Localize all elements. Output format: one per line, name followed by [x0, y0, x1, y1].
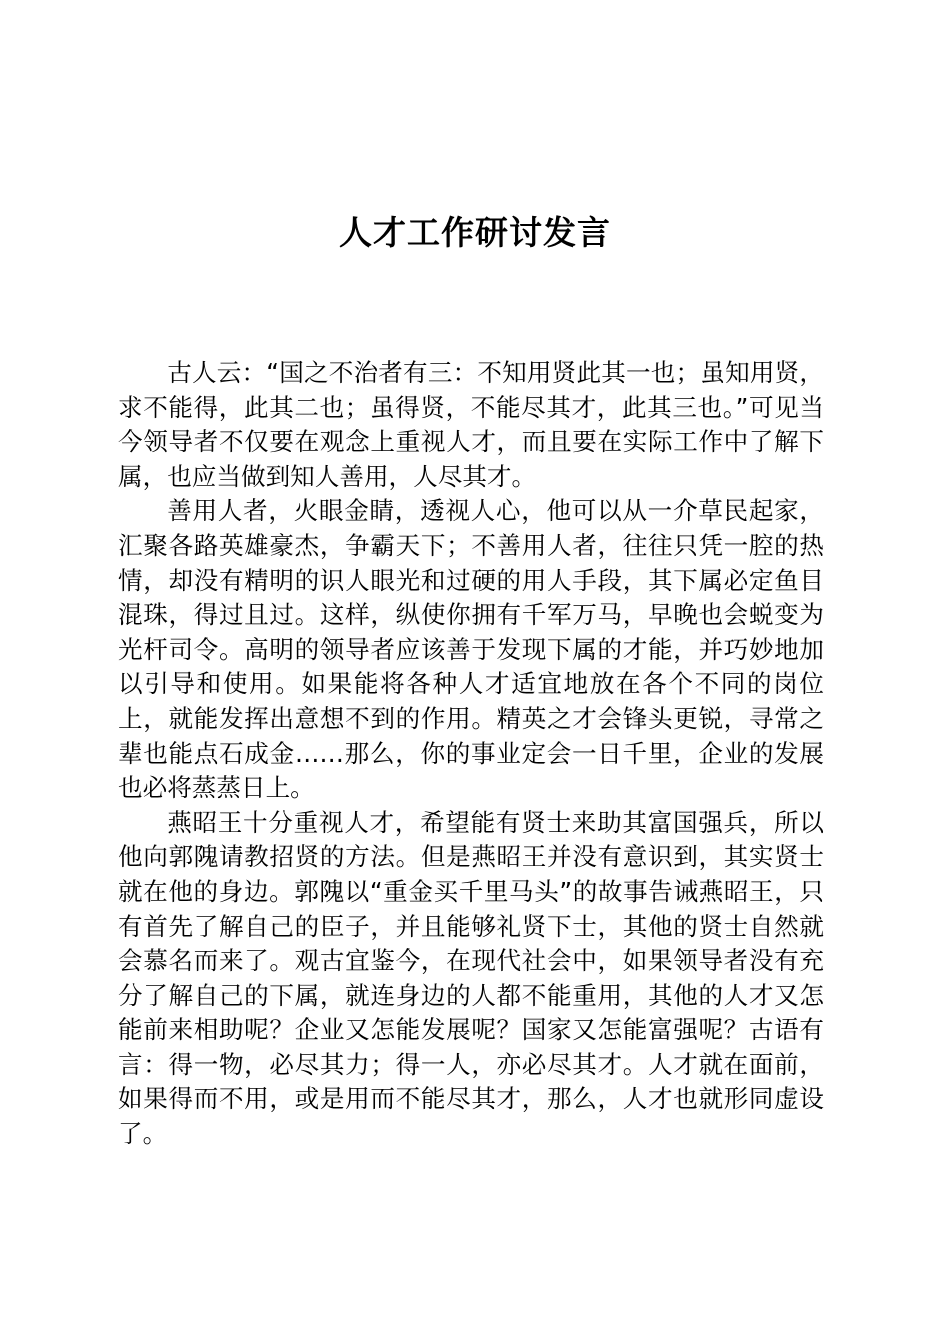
paragraph-2: 善用人者，火眼金睛，透视人心，他可以从一介草民起家，汇聚各路英雄豪杰，争霸天下；不善用人者，往往只凭一腔的热情，却没有精明的识人眼光和过硬的用人手段，其下属必定鱼目混珠，得过且过。这样，纵使你拥有千军万马，早晚也会蜕变为光杆司令。高明的领导者应该善于发现下属的才能，并巧妙地加以引导和使用。如果能将各种人才适宜地放在各个不同的岗位上，就能发挥出意想不到的作用。精英之才会锋头更锐，寻常之辈也能点石成金……那么，你的事业定会一日千里，企业的发展也必将蒸蒸日上。: [118, 496, 824, 803]
paragraph-3: 燕昭王十分重视人才，希望能有贤士来助其富国强兵，所以他向郭隗请教招贤的方法。但是燕昭王并没有意识到，其实贤士就在他的身边。郭隗以“重金买千里马头”的故事告诫燕昭王，只有首先了解自己的臣子，并且能够礼贤下士，其他的贤士自然就会慕名而来了。观古宜鉴今，在现代社会中，如果领导者没有充分了解自己的下属，就连身边的人都不能重用，其他的人才又怎能前来相助呢？企业又怎能发展呢？国家又怎能富强呢？古语有言：得一物，必尽其力；得一人，亦必尽其才。人才就在面前，如果得而不用，或是用而不能尽其才，那么，人才也就形同虚设了。: [118, 807, 824, 1149]
document-title: 人才工作研讨发言: [339, 213, 611, 252]
paragraph-1: 古人云：“国之不治者有三：不知用贤此其一也；虽知用贤，求不能得，此其二也；虽得贤，不能尽其才，此其三也。”可见当今领导者不仅要在观念上重视人才，而且要在实际工作中了解下属，也应当做到知人善用，人尽其才。: [118, 358, 824, 491]
document-body: [118, 356, 824, 1152]
